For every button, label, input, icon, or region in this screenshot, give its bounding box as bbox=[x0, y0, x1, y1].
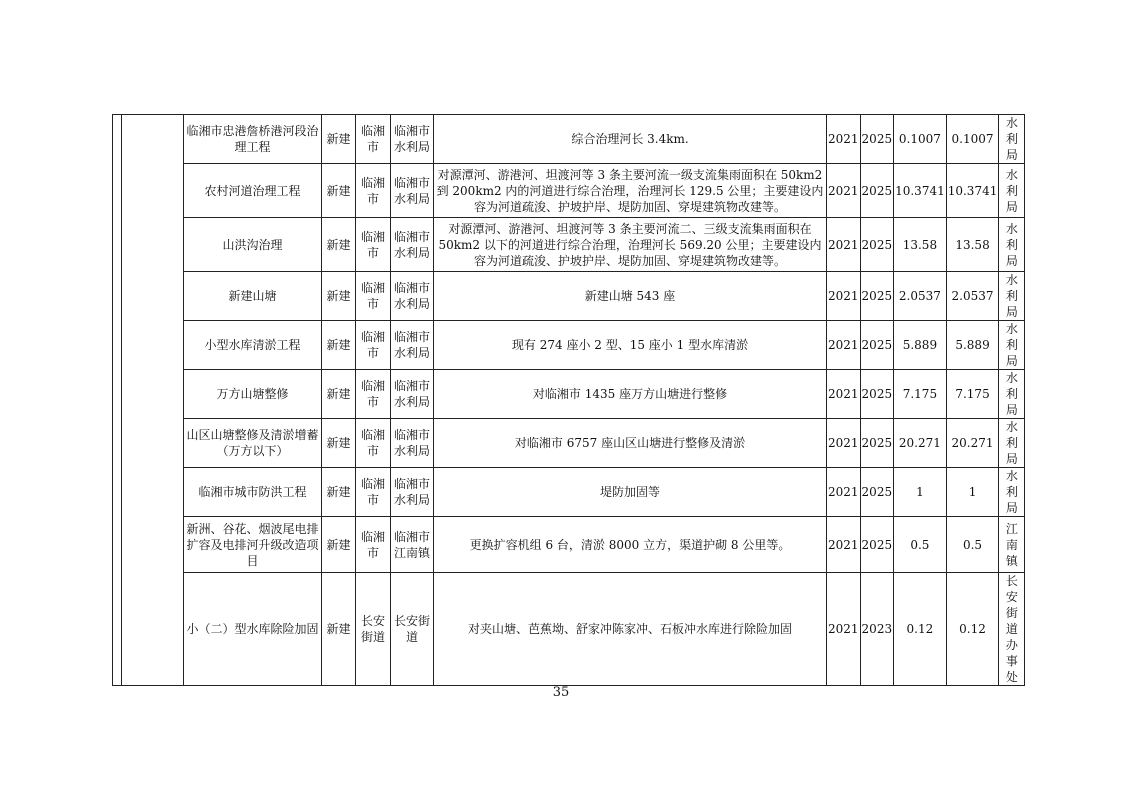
build-type: 新建 bbox=[322, 272, 356, 321]
plan-investment: 10.3741 bbox=[946, 164, 999, 218]
start-year: 2021 bbox=[827, 115, 861, 164]
project-table bbox=[112, 114, 1025, 686]
department: 江南镇 bbox=[999, 517, 1025, 573]
department: 水利局 bbox=[999, 272, 1025, 321]
project-name: 小型水库清淤工程 bbox=[184, 321, 322, 370]
project-content: 对源潭河、游港河、坦渡河等 3 条主要河流一级支流集雨面积在 50km2 到 200km2 内的河道进行综合治理，治理河长 129.5 公里；主要建设内容为河道疏浚、护坡护岸、堤防加固、穿堤建筑物改建等。 bbox=[434, 164, 827, 218]
responsible-unit: 临湘市水利局 bbox=[391, 370, 434, 419]
start-year: 2021 bbox=[827, 573, 861, 686]
plan-investment: 20.271 bbox=[946, 419, 999, 468]
project-name: 新洲、谷花、烟波尾电排扩容及电排河升级改造项目 bbox=[184, 517, 322, 573]
project-name: 万方山塘整修 bbox=[184, 370, 322, 419]
total-investment: 2.0537 bbox=[894, 272, 947, 321]
department: 水利局 bbox=[999, 164, 1025, 218]
build-type: 新建 bbox=[322, 321, 356, 370]
build-type: 新建 bbox=[322, 419, 356, 468]
end-year: 2023 bbox=[860, 573, 894, 686]
plan-investment: 0.1007 bbox=[946, 115, 999, 164]
build-type: 新建 bbox=[322, 517, 356, 573]
plan-investment: 7.175 bbox=[946, 370, 999, 419]
project-name: 农村河道治理工程 bbox=[184, 164, 322, 218]
end-year: 2025 bbox=[860, 321, 894, 370]
start-year: 2021 bbox=[827, 164, 861, 218]
table-row bbox=[113, 517, 1025, 573]
end-year: 2025 bbox=[860, 370, 894, 419]
plan-investment: 13.58 bbox=[946, 218, 999, 272]
total-investment: 0.5 bbox=[894, 517, 947, 573]
department: 水利局 bbox=[999, 321, 1025, 370]
build-type: 新建 bbox=[322, 164, 356, 218]
blank-cell bbox=[122, 115, 184, 686]
responsible-unit: 长安街道 bbox=[391, 573, 434, 686]
start-year: 2021 bbox=[827, 419, 861, 468]
plan-investment: 5.889 bbox=[946, 321, 999, 370]
start-year: 2021 bbox=[827, 370, 861, 419]
project-name: 临湘市城市防洪工程 bbox=[184, 468, 322, 517]
location: 临湘市 bbox=[356, 115, 391, 164]
build-type: 新建 bbox=[322, 115, 356, 164]
plan-investment: 0.5 bbox=[946, 517, 999, 573]
location: 临湘市 bbox=[356, 218, 391, 272]
department: 长安街道办事处 bbox=[999, 573, 1025, 686]
table-row bbox=[113, 370, 1025, 419]
end-year: 2025 bbox=[860, 272, 894, 321]
location: 临湘市 bbox=[356, 321, 391, 370]
plan-investment: 1 bbox=[946, 468, 999, 517]
table-row bbox=[113, 419, 1025, 468]
total-investment: 13.58 bbox=[894, 218, 947, 272]
build-type: 新建 bbox=[322, 218, 356, 272]
total-investment: 0.1007 bbox=[894, 115, 947, 164]
project-name: 山洪沟治理 bbox=[184, 218, 322, 272]
start-year: 2021 bbox=[827, 218, 861, 272]
end-year: 2025 bbox=[860, 468, 894, 517]
project-name: 临湘市忠港詹桥港河段治理工程 bbox=[184, 115, 322, 164]
location: 临湘市 bbox=[356, 164, 391, 218]
department: 水利局 bbox=[999, 115, 1025, 164]
location: 长安街道 bbox=[356, 573, 391, 686]
location: 临湘市 bbox=[356, 419, 391, 468]
responsible-unit: 临湘市水利局 bbox=[391, 272, 434, 321]
table-row bbox=[113, 468, 1025, 517]
location: 临湘市 bbox=[356, 468, 391, 517]
table-row bbox=[113, 115, 1025, 164]
total-investment: 7.175 bbox=[894, 370, 947, 419]
project-name: 山区山塘整修及清淤增蓄（万方以下） bbox=[184, 419, 322, 468]
project-name: 小（二）型水库除险加固 bbox=[184, 573, 322, 686]
table-row bbox=[113, 573, 1025, 686]
total-investment: 10.3741 bbox=[894, 164, 947, 218]
project-content: 对夹山塘、芭蕉坳、舒家冲陈家冲、石板冲水库进行除险加固 bbox=[434, 573, 827, 686]
responsible-unit: 临湘市水利局 bbox=[391, 468, 434, 517]
project-content: 新建山塘 543 座 bbox=[434, 272, 827, 321]
location: 临湘市 bbox=[356, 517, 391, 573]
total-investment: 1 bbox=[894, 468, 947, 517]
responsible-unit: 临湘市水利局 bbox=[391, 218, 434, 272]
plan-investment: 0.12 bbox=[946, 573, 999, 686]
project-name: 新建山塘 bbox=[184, 272, 322, 321]
build-type: 新建 bbox=[322, 370, 356, 419]
table-row bbox=[113, 272, 1025, 321]
project-content: 对源潭河、游港河、坦渡河等 3 条主要河流二、三级支流集雨面积在 50km2 以下的河道进行综合治理，治理河长 569.20 公里；主要建设内容为河道疏浚、护坡护岸、堤防加固、穿堤建筑物改建等。 bbox=[434, 218, 827, 272]
department: 水利局 bbox=[999, 218, 1025, 272]
end-year: 2025 bbox=[860, 164, 894, 218]
location: 临湘市 bbox=[356, 272, 391, 321]
table-row bbox=[113, 218, 1025, 272]
build-type: 新建 bbox=[322, 468, 356, 517]
department: 水利局 bbox=[999, 370, 1025, 419]
responsible-unit: 临湘市水利局 bbox=[391, 115, 434, 164]
project-content: 更换扩容机组 6 台，清淤 8000 立方，渠道护砌 8 公里等。 bbox=[434, 517, 827, 573]
project-content: 对临湘市 1435 座万方山塘进行整修 bbox=[434, 370, 827, 419]
project-content: 现有 274 座小 2 型、15 座小 1 型水库清淤 bbox=[434, 321, 827, 370]
responsible-unit: 临湘市江南镇 bbox=[391, 517, 434, 573]
start-year: 2021 bbox=[827, 321, 861, 370]
total-investment: 5.889 bbox=[894, 321, 947, 370]
table-row bbox=[113, 164, 1025, 218]
responsible-unit: 临湘市水利局 bbox=[391, 419, 434, 468]
total-investment: 0.12 bbox=[894, 573, 947, 686]
end-year: 2025 bbox=[860, 517, 894, 573]
start-year: 2021 bbox=[827, 468, 861, 517]
project-content: 堤防加固等 bbox=[434, 468, 827, 517]
blank-cell bbox=[113, 115, 122, 686]
project-content: 对临湘市 6757 座山区山塘进行整修及清淤 bbox=[434, 419, 827, 468]
start-year: 2021 bbox=[827, 272, 861, 321]
department: 水利局 bbox=[999, 468, 1025, 517]
responsible-unit: 临湘市水利局 bbox=[391, 164, 434, 218]
start-year: 2021 bbox=[827, 517, 861, 573]
page-number: 35 bbox=[552, 685, 570, 700]
end-year: 2025 bbox=[860, 218, 894, 272]
table-row bbox=[113, 321, 1025, 370]
location: 临湘市 bbox=[356, 370, 391, 419]
department: 水利局 bbox=[999, 419, 1025, 468]
total-investment: 20.271 bbox=[894, 419, 947, 468]
project-content: 综合治理河长 3.4km. bbox=[434, 115, 827, 164]
responsible-unit: 临湘市水利局 bbox=[391, 321, 434, 370]
end-year: 2025 bbox=[860, 115, 894, 164]
plan-investment: 2.0537 bbox=[946, 272, 999, 321]
end-year: 2025 bbox=[860, 419, 894, 468]
build-type: 新建 bbox=[322, 573, 356, 686]
